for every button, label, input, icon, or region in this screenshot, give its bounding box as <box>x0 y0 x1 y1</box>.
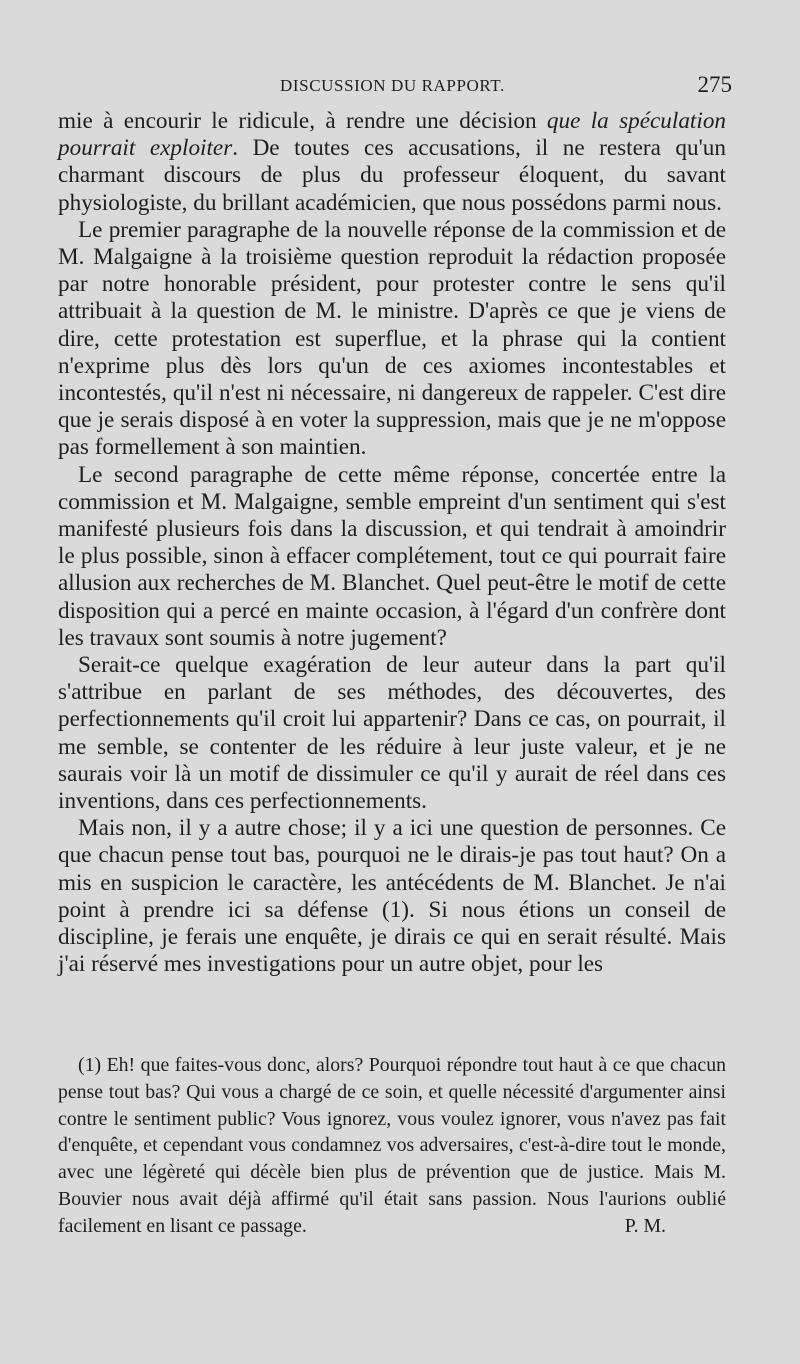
paragraph-text: mie à encourir le ridicule, à rendre une décision <box>58 108 547 134</box>
page-number: 275 <box>697 72 732 97</box>
paragraph: Le premier paragraphe de la nouvelle réponse de la commission et de M. Malgaigne à la troisième question reproduit la rédaction proposée par notre honorable président, pour protester contre le sens qu'il attribuait à la question de M. le ministre. D'après ce que je viens de dire, cette protestation est superflue, et la phrase qui la contient n'exprime plus dès lors qu'un de ces axiomes incontestables et incontestés, qu'il n'est ni nécessaire, ni dangereux de rappeler. C'est dire que je serais disposé à en voter la suppression, mais que je ne m'oppose pas formellement à son maintien. <box>58 216 726 461</box>
footnote-signature: P. M. <box>624 1214 666 1237</box>
footnote-text: (1) Eh! que faites-vous donc, alors? Pourquoi répondre tout haut à ce que chacun pense tout bas? Qui vous a chargé de ce soin, et quelle nécessité d'argumenter ainsi contre le sentiment public? Vous ignorez, vous voulez ignorer, vous n'avez pas fait d'enquête, et cependant vous condamnez vos adversaires, c'est-à-dire tout le monde, avec une légèreté qui décèle bien plus de prévention que de justice. Mais M. Bouvier nous avait déjà affirmé qu'il était sans passion. Nous l'aurions oublié facilement en lisant ce passage. <box>58 1054 726 1237</box>
footnote <box>58 1052 726 1240</box>
paragraph: Le second paragraphe de cette même réponse, concertée entre la commission et M. Malgaigne, semble empreint d'un sentiment qui s'est manifesté plusieurs fois dans la discussion, et qui tendrait à amoindrir le plus possible, sinon à effacer complétement, tout ce qui pourrait faire allusion aux recherches de M. Blanchet. Quel peut-être le motif de cette disposition qui a percé en mainte occasion, à l'égard d'un confrère dont les travaux sont soumis à notre jugement? <box>58 461 726 651</box>
main-text <box>58 108 726 979</box>
paragraph: Mais non, il y a autre chose; il y a ici une question de personnes. Ce que chacun pense tout bas, pourquoi ne le dirais-je pas tout haut? On a mis en suspicion le caractère, les antécédents de M. Blanchet. Je n'ai point à prendre ici sa défense (1). Si nous étions un conseil de discipline, je ferais une enquête, je dirais ce qui en serait résulté. Mais j'ai réservé mes investigations pour un autre objet, pour les <box>58 815 726 978</box>
italic-quote: que la spéculation pourrait exploiter <box>58 108 727 162</box>
running-head: DISCUSSION DU RAPPORT. <box>280 76 505 95</box>
page-header <box>58 74 738 104</box>
paragraph: Serait-ce quelque exagération de leur auteur dans la part qu'il s'attribue en parlant de ses méthodes, des découvertes, des perfectionnements qu'il croit lui appartenir? Dans ce cas, on pourrait, il me semble, se contenter de les réduire à leur juste valeur, et je ne saurais voir là un motif de dissimuler ce qu'il y aurait de réel dans ces inventions, dans ces perfectionnements. <box>58 652 726 815</box>
paragraph-continued <box>58 108 726 217</box>
footnote-block <box>58 1052 726 1240</box>
paragraph-text: . De toutes ces accusations, il ne restera qu'un charmant discours de plus du professeur éloquent, du savant physiologiste, du brillant académicien, que nous possédons parmi nous. <box>58 135 726 216</box>
